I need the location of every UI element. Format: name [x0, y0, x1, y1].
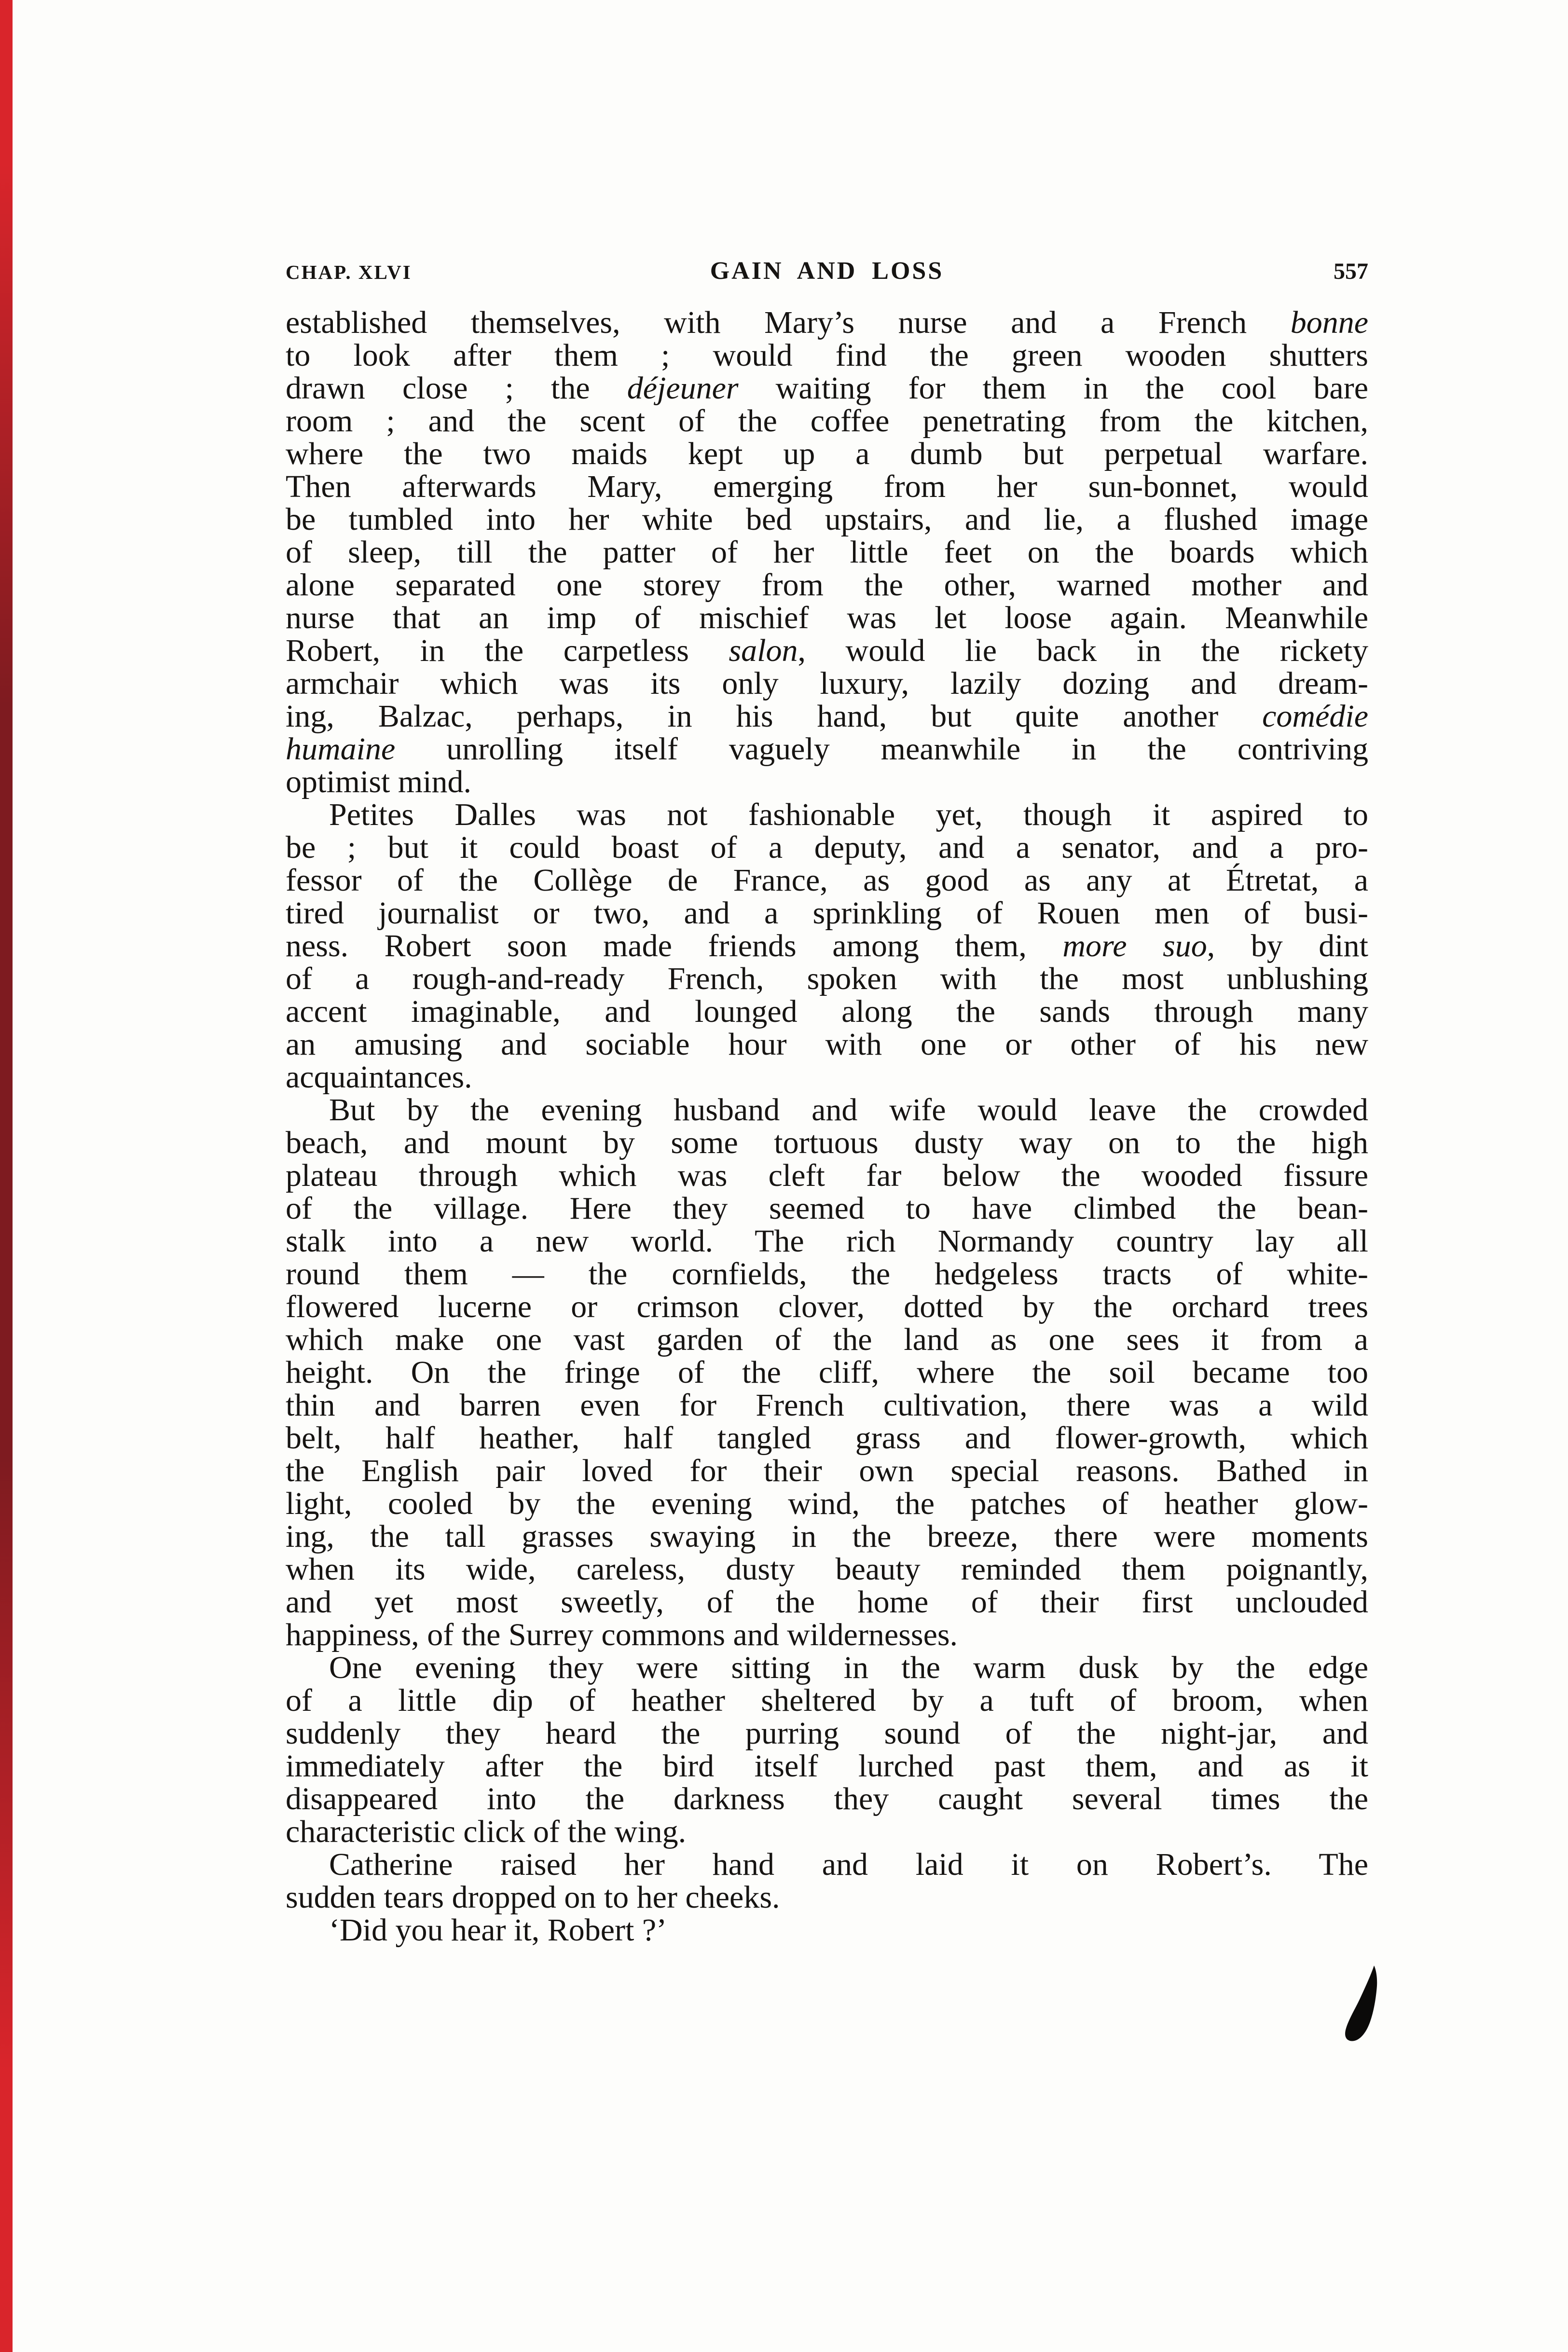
text-line: of sleep, till the patter of her little feet on the boards which — [286, 535, 1368, 570]
text-line: characteristic click of the wing. — [286, 1814, 687, 1849]
text-line: Petites Dalles was not fashionable yet, though it aspired to — [329, 797, 1368, 832]
text-line: which make one vast garden of the land as one sees it from a — [286, 1322, 1368, 1357]
text-line: where the two maids kept up a dumb but perpetual warfare. — [286, 436, 1368, 471]
text-line: an amusing and sociable hour with one or other of his new — [286, 1027, 1368, 1062]
page-number: 557 — [1334, 259, 1368, 284]
text-line: stalk into a new world. The rich Normandy country lay all — [286, 1224, 1368, 1259]
text-line: Catherine raised her hand and laid it on Robert’s. The — [329, 1847, 1368, 1882]
paragraph — [286, 1914, 1368, 1947]
text-line: room ; and the scent of the coffee penetrating from the kitchen, — [286, 403, 1368, 439]
text-line: to look after them ; would find the green wooden shutters — [286, 338, 1368, 373]
text-line: drawn close ; the déjeuner waiting for them in the cool bare — [286, 371, 1368, 406]
text-line: beach, and mount by some tortuous dusty way on to the high — [286, 1125, 1368, 1160]
text-line: But by the evening husband and wife would leave the crowded — [329, 1092, 1368, 1128]
text-line: suddenly they heard the purring sound of the night-jar, and — [286, 1716, 1368, 1751]
ink-blot — [1342, 1965, 1384, 2043]
text-line: ‘Did you hear it, Robert ?’ — [329, 1912, 667, 1948]
text-line: belt, half heather, half tangled grass and flower-growth, which — [286, 1420, 1368, 1456]
text-column — [286, 257, 1368, 1947]
chapter-label: CHAP. XLVI — [286, 261, 412, 283]
text-line: round them — the cornfields, the hedgeless tracts of white- — [286, 1256, 1368, 1292]
text-line: flowered lucerne or crimson clover, dotted by the orchard trees — [286, 1289, 1368, 1324]
text-line: nurse that an imp of mischief was let loose again. Meanwhile — [286, 600, 1368, 635]
text-line: of a rough-and-ready French, spoken with the most unblushing — [286, 961, 1368, 996]
paragraph — [286, 1094, 1368, 1651]
page-body-text — [286, 306, 1368, 1947]
paragraph — [286, 1848, 1368, 1914]
text-line: disappeared into the darkness they caught several times the — [286, 1781, 1368, 1816]
paragraph — [286, 798, 1368, 1094]
text-line: optimist mind. — [286, 764, 472, 799]
text-line: height. On the fringe of the cliff, where the soil became too — [286, 1355, 1368, 1390]
text-line: and yet most sweetly, of the home of their first unclouded — [286, 1584, 1368, 1620]
text-line: Then afterwards Mary, emerging from her sun-bonnet, would — [286, 469, 1368, 504]
text-line: when its wide, careless, dusty beauty reminded them poignantly, — [286, 1552, 1368, 1587]
text-line: ing, Balzac, perhaps, in his hand, but quite another comédie — [286, 699, 1368, 734]
text-line: sudden tears dropped on to her cheeks. — [286, 1880, 780, 1915]
text-line: be ; but it could boast of a deputy, and a senator, and a pro- — [286, 830, 1368, 865]
text-line: accent imaginable, and lounged along the sands through many — [286, 994, 1368, 1029]
text-line: of the village. Here they seemed to have climbed the bean- — [286, 1191, 1368, 1226]
paragraph — [286, 1651, 1368, 1848]
text-line: alone separated one storey from the other, warned mother and — [286, 567, 1368, 603]
text-line: plateau through which was cleft far below the wooded fissure — [286, 1158, 1368, 1193]
text-line: immediately after the bird itself lurched past them, and as it — [286, 1748, 1368, 1784]
text-line: ing, the tall grasses swaying in the breeze, there were moments — [286, 1519, 1368, 1554]
text-line: tired journalist or two, and a sprinkling of Rouen men of busi- — [286, 895, 1368, 931]
text-line: light, cooled by the evening wind, the patches of heather glow- — [286, 1486, 1368, 1521]
text-line: the English pair loved for their own special reasons. Bathed in — [286, 1453, 1368, 1488]
text-line: armchair which was its only luxury, lazily dozing and dream- — [286, 666, 1368, 701]
text-line: ness. Robert soon made friends among them, more suo, by dint — [286, 928, 1368, 963]
running-head — [286, 257, 1368, 285]
scan-edge-strip — [0, 0, 13, 2352]
text-line: of a little dip of heather sheltered by a tuft of broom, when — [286, 1683, 1368, 1718]
text-line: Robert, in the carpetless salon, would lie back in the rickety — [286, 633, 1369, 668]
text-line: happiness, of the Surrey commons and wildernesses. — [286, 1617, 958, 1652]
text-line: One evening they were sitting in the warm dusk by the edge — [329, 1650, 1368, 1685]
paragraph — [286, 306, 1368, 798]
text-line: humaine unrolling itself vaguely meanwhile in the contriving — [286, 731, 1368, 767]
text-line: fessor of the Collège de France, as good as any at Étretat, a — [286, 863, 1368, 898]
text-line: be tumbled into her white bed upstairs, and lie, a flushed image — [286, 502, 1368, 537]
text-line: established themselves, with Mary’s nurse and a French bonne — [286, 305, 1368, 340]
page-title: GAIN AND LOSS — [710, 257, 944, 285]
text-line: acquaintances. — [286, 1059, 472, 1095]
text-line: thin and barren even for French cultivation, there was a wild — [286, 1388, 1368, 1423]
